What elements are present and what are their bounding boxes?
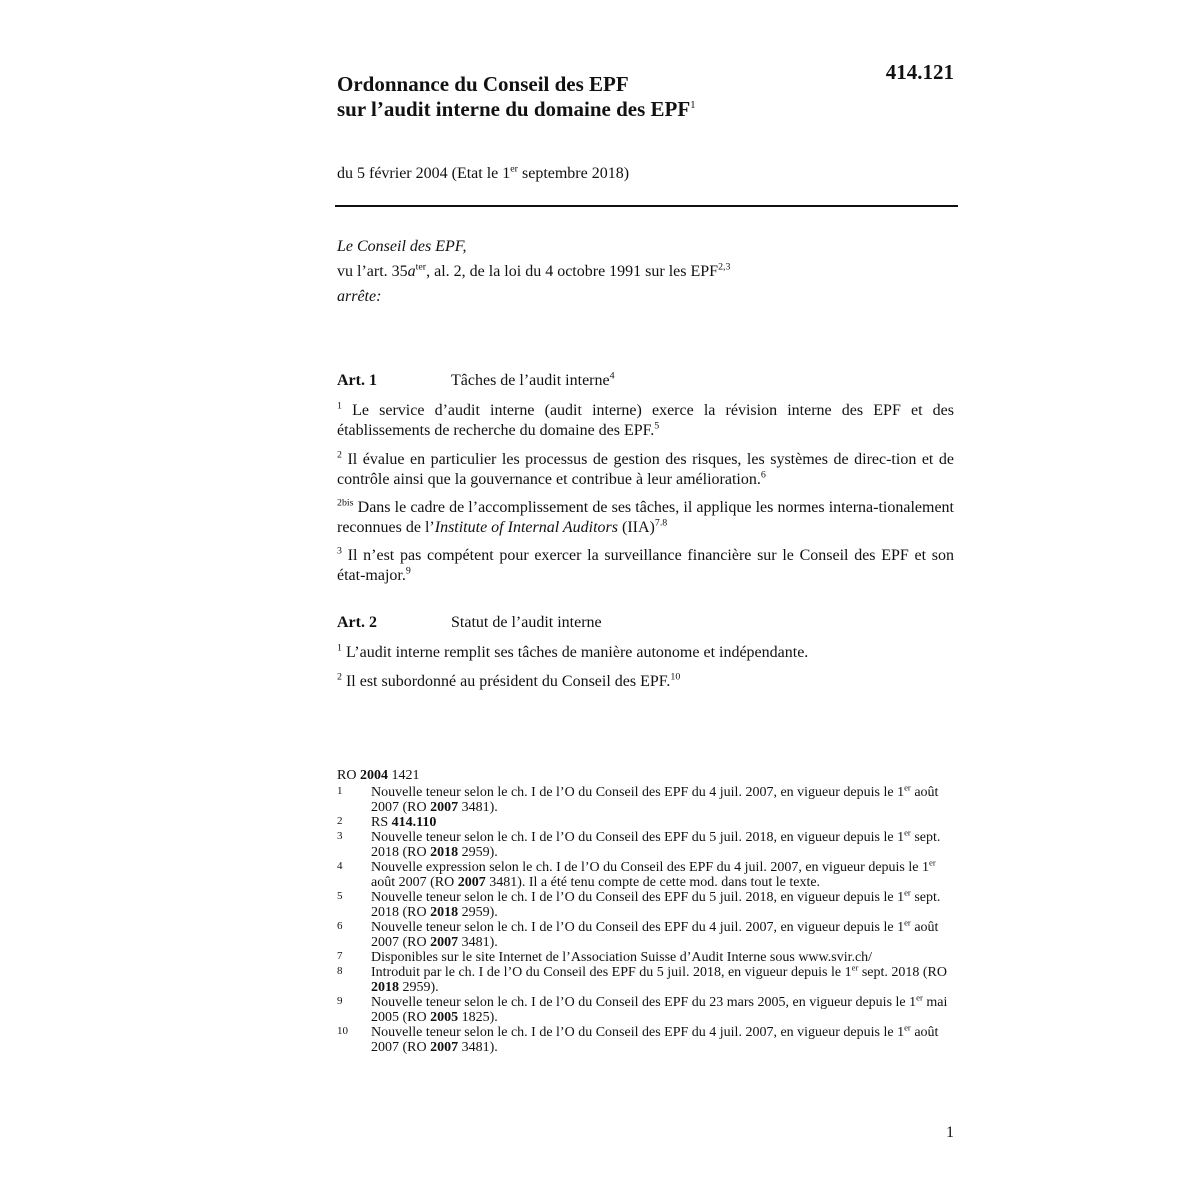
footnote-text: Nouvelle teneur selon le ch. I de l’O du Conseil des EPF du 4 juil. 2007, en vigueur depuis le 1er août 2007 (RO 2007 3481). — [371, 782, 939, 815]
footnotes — [337, 768, 957, 1055]
date-sup: er — [510, 163, 518, 175]
footnote-2 — [337, 815, 957, 830]
paragraph-footnote-ref[interactable]: .8 — [659, 517, 668, 529]
date-prefix: du 5 février 2004 (Etat le 1 — [337, 165, 511, 182]
paragraph-number: 2 — [337, 671, 342, 683]
paragraph-text: Il évalue en particulier les processus de gestion des risques, les systèmes de direc-tion et de contrôle ainsi que la gouvernance et contribue à leur amélioration. — [337, 451, 954, 488]
page-title — [337, 72, 797, 122]
paragraph-footnote-ref[interactable]: 5 — [654, 420, 660, 432]
paragraph-number: 3 — [337, 545, 342, 557]
date-line — [337, 165, 629, 183]
footnote-text: Nouvelle teneur selon le ch. I de l’O du Conseil des EPF du 5 juil. 2018, en vigueur depuis le 1er sept. 2018 (RO 2018 2959). — [371, 887, 941, 920]
article-1-title: Tâches de l’audit interne — [451, 372, 610, 389]
footnote-ro-line — [337, 768, 957, 783]
footnote-6 — [337, 917, 957, 950]
date-suffix: septembre 2018) — [517, 165, 630, 182]
footnote-number: 5 — [337, 890, 343, 902]
paragraph-text-italic: Institute of Internal Auditors — [434, 519, 618, 536]
footnote-number: 3 — [337, 830, 343, 842]
basis-text-b: , al. 2, de la loi du 4 octobre 1991 sur les EPF — [426, 263, 719, 280]
title-footnote-ref[interactable]: 1 — [690, 99, 696, 111]
footnote-4 — [337, 857, 957, 890]
article-1-paragraph-3 — [337, 546, 954, 586]
footnote-text: Nouvelle teneur selon le ch. I de l’O du Conseil des EPF du 4 juil. 2007, en vigueur depuis le 1er août 2007 (RO 2007 3481). — [371, 917, 939, 950]
article-1-heading — [337, 372, 615, 390]
paragraph-text: Le service d’audit interne (audit interne) exerce la révision interne des EPF et des établissements de recherche du domaine des EPF. — [337, 402, 955, 439]
paragraph-text-b: (IIA) — [618, 519, 655, 536]
paragraph-footnote-ref[interactable]: 9 — [405, 565, 411, 577]
footnote-9 — [337, 992, 957, 1025]
article-1-paragraph-2bis — [337, 498, 954, 538]
article-2-title: Statut de l’audit interne — [451, 614, 602, 631]
paragraph-footnote-ref[interactable]: 6 — [760, 469, 766, 481]
paragraph-number: 1 — [337, 400, 342, 412]
article-2-heading — [337, 614, 602, 632]
preamble-authority: Le Conseil des EPF, — [337, 238, 467, 255]
footnote-text: Nouvelle teneur selon le ch. I de l’O du Conseil des EPF du 5 juil. 2018, en vigueur depuis le 1er sept. 2018 (RO 2018 2959). — [371, 827, 941, 860]
footnote-7 — [337, 950, 957, 965]
footnote-number: 9 — [337, 995, 343, 1007]
footnote-number: 6 — [337, 920, 343, 932]
ro-year: 2004 — [359, 768, 388, 783]
article-1-paragraph-2 — [337, 450, 954, 490]
title-line-1: Ordonnance du Conseil des EPF — [337, 72, 629, 96]
paragraph-footnote-ref[interactable]: 7 — [654, 517, 660, 529]
footnote-text: Disponibles sur le site Internet de l’Association Suisse d’Audit Interne sous www.svir.ch/ — [371, 950, 873, 965]
article-2-paragraph-1 — [337, 643, 954, 663]
paragraph-number: 2bis — [337, 497, 354, 509]
page-number: 1 — [946, 1124, 954, 1141]
basis-letter: a — [407, 263, 416, 280]
sr-number: 414.121 — [885, 60, 954, 84]
article-2-number: Art. 2 — [337, 614, 377, 631]
paragraph-footnote-ref[interactable]: 10 — [670, 671, 681, 683]
footnote-3 — [337, 827, 957, 860]
basis-text-a: vu l’art. 35 — [337, 263, 408, 280]
basis-sup: ter — [415, 261, 427, 273]
article-1-title-footnote-ref[interactable]: 4 — [609, 370, 615, 382]
ro-label: RO — [337, 768, 357, 783]
footnote-number: 8 — [337, 965, 343, 977]
footnote-number: 10 — [337, 1025, 348, 1037]
footnote-text: Introduit par le ch. I de l’O du Conseil des EPF du 5 juil. 2018, en vigueur depuis le 1er sept. 2018 (RO 2018 2959). — [371, 962, 948, 995]
footnote-number: 4 — [337, 860, 343, 872]
preamble — [337, 234, 730, 309]
footnote-text: Nouvelle teneur selon le ch. I de l’O du Conseil des EPF du 4 juil. 2007, en vigueur depuis le 1er août 2007 (RO 2007 3481). — [371, 1022, 939, 1055]
article-2-paragraph-2 — [337, 672, 954, 692]
footnote-text: Nouvelle expression selon le ch. I de l’O du Conseil des EPF du 4 juil. 2007, en vigueur depuis le 1er août 2007 (RO 2007 3481). Il a été tenu compte de cette mod. dans tout le texte. — [371, 857, 936, 890]
paragraph-text: Il est subordonné au président du Conseil des EPF. — [345, 673, 671, 690]
footnote-1 — [337, 782, 957, 815]
paragraph-number: 1 — [337, 642, 342, 654]
footnote-text: Nouvelle teneur selon le ch. I de l’O du Conseil des EPF du 23 mars 2005, en vigueur depuis le 1er mai 2005 (RO 2005 1825). — [371, 992, 948, 1025]
paragraph-text-a: Dans le cadre de l’accomplissement de ses tâches, il applique les normes interna-tionalement reconnues de l’ — [337, 499, 954, 536]
article-1-paragraph-1 — [337, 401, 954, 441]
footnote-number: 1 — [337, 785, 343, 797]
preamble-basis — [337, 259, 730, 284]
title-line-2-text: sur l’audit interne du domaine des EPF — [337, 97, 691, 121]
header-divider — [335, 205, 958, 207]
footnote-5 — [337, 887, 957, 920]
basis-footnote-refs[interactable]: 2,3 — [718, 261, 731, 273]
paragraph-number: 2 — [337, 449, 342, 461]
footnote-8 — [337, 962, 957, 995]
paragraph-text: Il n’est pas compétent pour exercer la surveillance financière sur le Conseil des EPF et son état-major. — [337, 547, 955, 584]
footnote-text: RS 414.110 — [371, 815, 437, 830]
footnote-10 — [337, 1022, 957, 1055]
footnote-number: 2 — [337, 815, 343, 827]
footnote-number: 7 — [337, 950, 343, 962]
paragraph-text: L’audit interne remplit ses tâches de manière autonome et indépendante. — [345, 644, 809, 661]
title-line-2 — [337, 97, 797, 122]
preamble-decree: arrête: — [337, 288, 382, 305]
ro-page: 1421 — [391, 768, 420, 783]
article-1-number: Art. 1 — [337, 372, 377, 389]
